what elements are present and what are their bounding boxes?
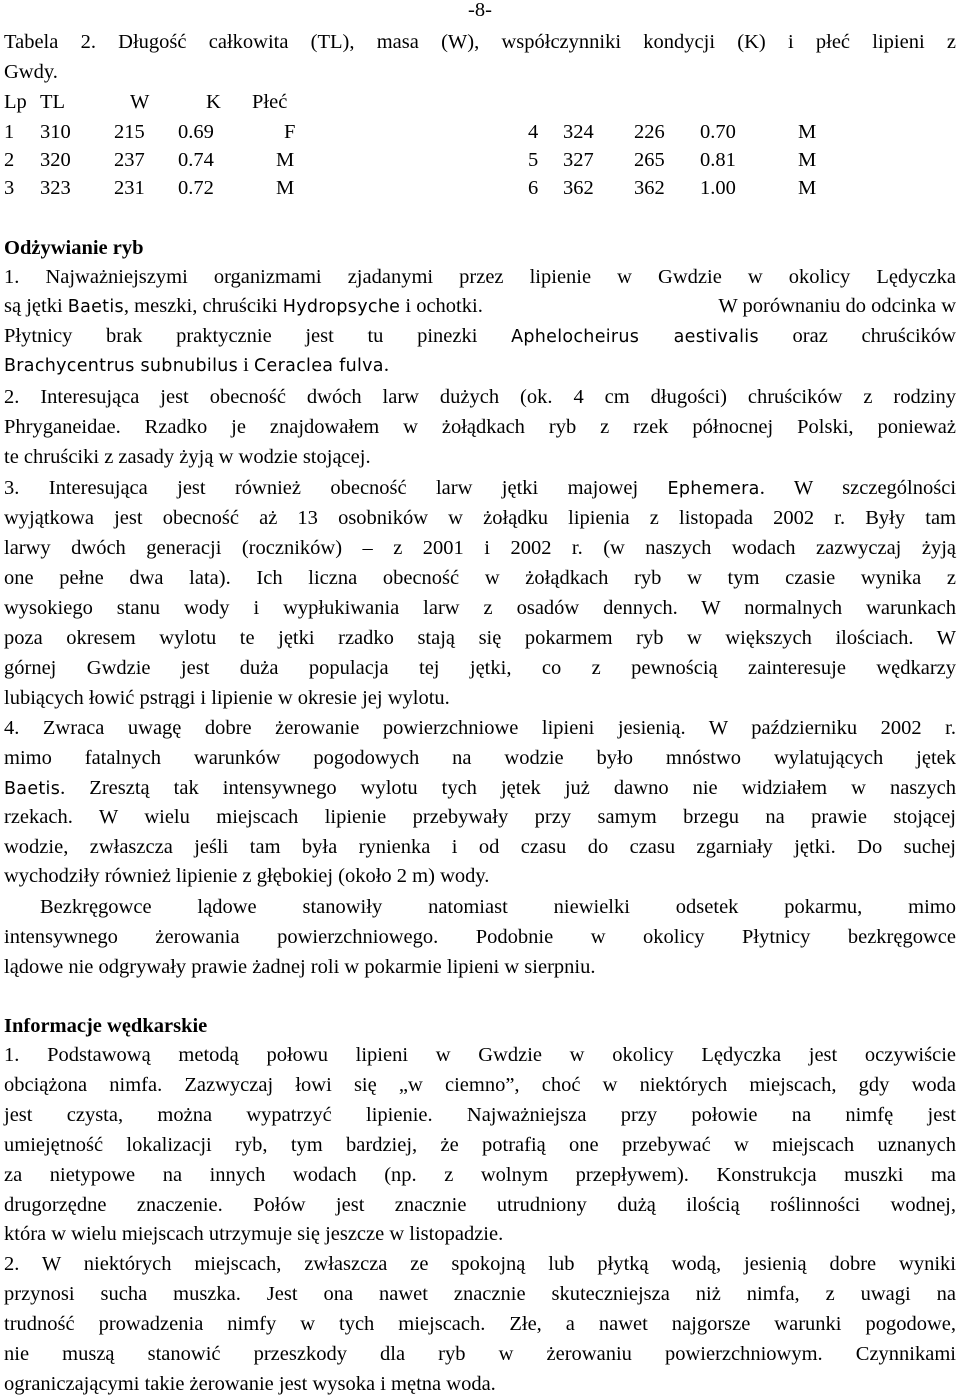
cell-k: 0.74: [178, 149, 214, 171]
cell-lp: 5: [528, 149, 539, 171]
text-line: jest czysta, można wypatrzyć lipienie. Najważniejsza przy połowie na nimfę jest: [4, 1104, 956, 1126]
text-line: przynosi sucha muszka. Jest ona nawet znacznie skuteczniejsza niż nimfa, z uwagi na: [4, 1283, 956, 1305]
text-line: mimo fatalnych warunków pogodowych na wodzie było mnóstwo wylatujących jętek: [4, 747, 956, 769]
cell-sex: M: [798, 121, 817, 143]
cell-lp: 4: [528, 121, 539, 143]
table-caption-cont: Gwdy.: [4, 61, 58, 83]
cell-sex: M: [276, 149, 295, 171]
cell-k: 0.70: [700, 121, 736, 143]
cell-tl: 362: [563, 177, 594, 199]
cell-lp: 3: [4, 177, 15, 199]
text-line: obciążona nimfa. Zazwyczaj łowi się „w ciemno”, choć w niektórych miejscach, gdy woda: [4, 1074, 956, 1096]
text-line: wysokiego stanu wody i wypłukiwania larw z osadów dennych. W normalnych warunkach: [4, 597, 956, 619]
text-line: rzekach. W wielu miejscach lipienie przebywały przy samym brzegu na prawie stojącej: [4, 806, 956, 828]
text-line: 1. Najważniejszymi organizmami zjadanymi przez lipienie w Gwdzie w okolicy Lędyczka: [4, 266, 956, 288]
text-line: za nietypowe na innych wodach (np. z wolnym przepływem). Konstrukcja muszki ma: [4, 1164, 956, 1186]
text-line: lubiących łowić pstrągi i lipienie w okresie jej wylotu.: [4, 687, 450, 709]
cell-w: 215: [114, 121, 145, 143]
cell-lp: 2: [4, 149, 15, 171]
text-line: umiejętność lokalizacji ryb, tym bardziej, że potrafią one przebywać w miejscach uznanych: [4, 1134, 956, 1156]
text-line: poza okresem wylotu te jętki rzadko stają się pokarmem ryb w większych ilościach. W: [4, 627, 956, 649]
text-line: larwy dwóch generacji (roczników) – z 2001 i 2002 r. (w naszych wodach zazwyczaj żyją: [4, 537, 956, 559]
cell-w: 237: [114, 149, 145, 171]
text-line: one pełne dwa lata). Ich liczna obecność w żołądkach ryb w tym czasie wynika z: [4, 567, 956, 589]
cell-k: 0.81: [700, 149, 736, 171]
cell-tl: 327: [563, 149, 594, 171]
text-line: lądowe nie odgrywały prawie żadnej roli w pokarmie lipieni w sierpniu.: [4, 956, 596, 978]
cell-k: 0.69: [178, 121, 214, 143]
section-heading-diet: Odżywianie ryb: [4, 237, 144, 259]
page-number: -8-: [468, 0, 492, 21]
text-line: 4. Zwraca uwagę dobre żerowanie powierzchniowe lipieni jesienią. W październiku 2002 r.: [4, 717, 956, 739]
text-line: drugorzędne znaczenie. Połów jest znacznie utrudniony dużą ilością roślinności wodnej,: [4, 1194, 956, 1216]
section-heading-angling: Informacje wędkarskie: [4, 1015, 208, 1037]
cell-sex: F: [284, 121, 296, 143]
cell-tl: 320: [40, 149, 71, 171]
cell-tl: 323: [40, 177, 71, 199]
header-lp: Lp: [4, 91, 27, 113]
table-caption: Tabela 2. Długość całkowita (TL), masa (W), współczynniki kondycji (K) i płeć lipieni z: [4, 31, 956, 53]
cell-k: 0.72: [178, 177, 214, 199]
text-line: Brachycentrus subnubilus i Ceraclea fulva.: [4, 354, 389, 376]
text-line: są jętki Baetis, meszki, chruściki Hydropsyche i ochotki.: [4, 295, 483, 317]
text-line: która w wielu miejscach utrzymuje się jeszcze w listopadzie.: [4, 1223, 504, 1245]
text-line: ograniczającymi takie żerowanie jest wysoka i mętna woda.: [4, 1373, 496, 1395]
cell-sex: M: [798, 149, 817, 171]
text-line: nie muszą stanowić przeszkody dla ryb w żerowaniu powierzchniowym. Czynnikami: [4, 1343, 956, 1365]
cell-w: 265: [634, 149, 665, 171]
text-line: 2. Interesująca jest obecność dwóch larw dużych (ok. 4 cm długości) chruścików z rodziny: [4, 386, 956, 408]
header-k: K: [206, 91, 221, 113]
cell-tl: 310: [40, 121, 71, 143]
cell-w: 362: [634, 177, 665, 199]
cell-lp: 1: [4, 121, 15, 143]
text-line: 1. Podstawową metodą połowu lipieni w Gwdzie w okolicy Lędyczka jest oczywiście: [4, 1044, 956, 1066]
text-line: W porównaniu do odcinka w: [718, 295, 956, 317]
text-line: wyjątkowa jest obecność aż 13 osobników w żołądku lipienia z listopada 2002 r. Były tam: [4, 507, 956, 529]
text-line: wychodziły również lipienie z głębokiej (około 2 m) wody.: [4, 865, 490, 887]
text-line: te chruściki z zasady żyją w wodzie stojącej.: [4, 446, 371, 468]
text-line: 3. Interesująca jest również obecność larw jętki majowej Ephemera. W szczególności: [4, 477, 957, 499]
text-line: Płytnicy brak praktycznie jest tu pinezki Aphelocheirus aestivalis oraz chruścików: [4, 325, 956, 347]
cell-lp: 6: [528, 177, 539, 199]
cell-k: 1.00: [700, 177, 736, 199]
header-plec: Płeć: [252, 91, 288, 113]
text-line: Baetis. Zresztą tak intensywnego wylotu tych jętek już dawno nie widziałem w naszych: [4, 777, 956, 799]
text-line: trudność prowadzenia nimfy w tych miejscach. Złe, a nawet najgorsze warunki pogodowe,: [4, 1313, 956, 1335]
text-line: górnej Gwdzie jest duża populacja tej jętki, co z pewnością zainteresuje wędkarzy: [4, 657, 956, 679]
header-tl: TL: [40, 91, 66, 113]
text-line: Phryganeidae. Rzadko je znajdowałem w żołądkach ryb z rzek północnej Polski, ponieważ: [4, 416, 956, 438]
cell-w: 231: [114, 177, 145, 199]
header-w: W: [130, 91, 150, 113]
cell-w: 226: [634, 121, 665, 143]
text-line: Bezkręgowce lądowe stanowiły natomiast niewielki odsetek pokarmu, mimo: [40, 896, 956, 918]
cell-tl: 324: [563, 121, 594, 143]
cell-sex: M: [798, 177, 817, 199]
text-line: wodzie, zwłaszcza jeśli tam była rynienka i od czasu do czasu zgarniały jętki. Do suchej: [4, 836, 956, 858]
cell-sex: M: [276, 177, 295, 199]
text-line: intensywnego żerowania powierzchniowego. Podobnie w okolicy Płytnicy bezkręgowce: [4, 926, 956, 948]
text-line: 2. W niektórych miejscach, zwłaszcza ze spokojną lub płytką wodą, jesienią dobre wyniki: [4, 1253, 956, 1275]
